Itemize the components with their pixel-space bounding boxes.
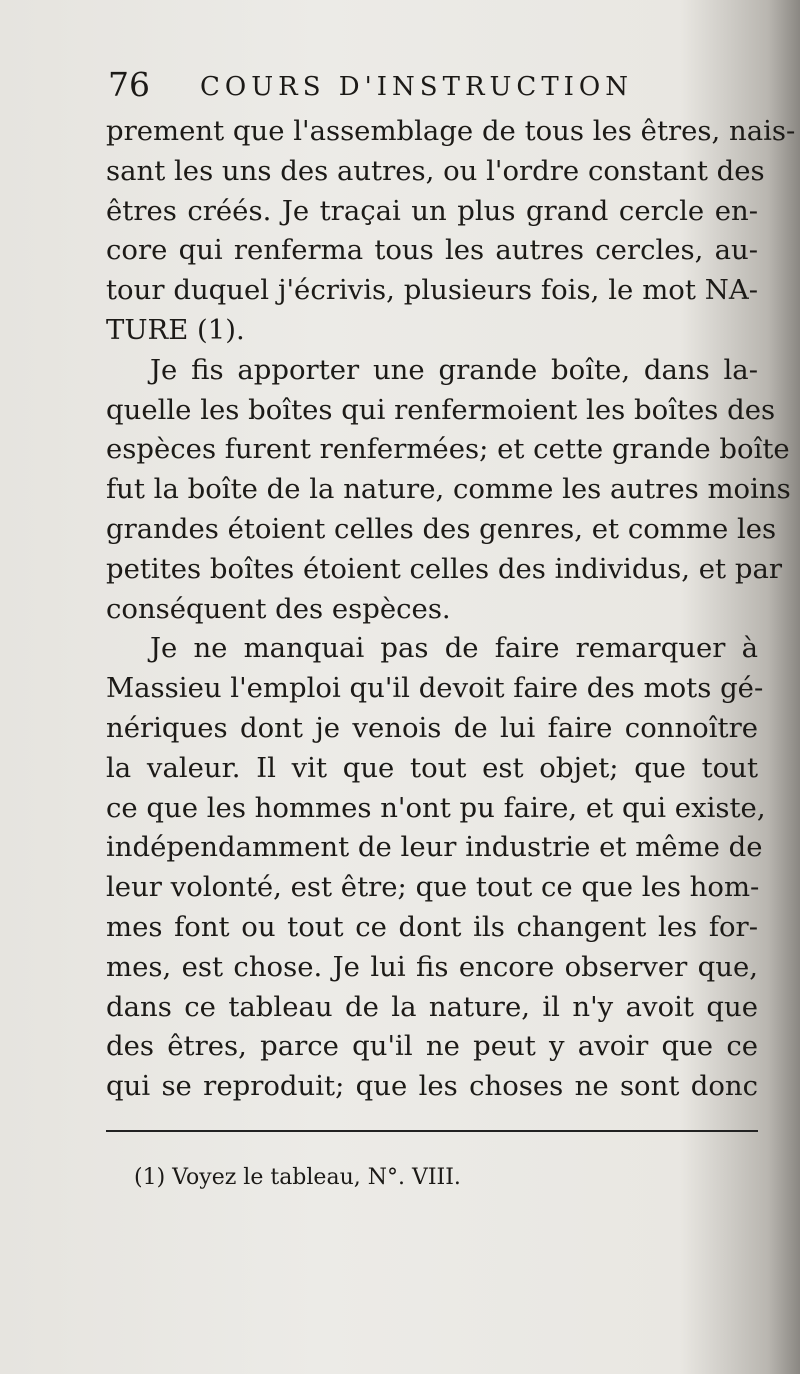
text-line: qui se reproduit; que les choses ne sont donc xyxy=(106,1070,758,1103)
text-line: conséquent des espèces. xyxy=(106,592,451,625)
text-line: quelle les boîtes qui renfermoient les boîtes des xyxy=(106,393,776,426)
text-line: la valeur. Il vit que tout est objet; que tout xyxy=(106,751,758,784)
body-text xyxy=(106,112,796,1107)
text-line: Je fis apporter une grande boîte, dans la- xyxy=(150,353,758,386)
text-line: indépendamment de leur industrie et même de xyxy=(106,831,763,864)
text-line: mes, est chose. Je lui fis encore observer que, xyxy=(106,950,758,983)
text-line: TURE (1). xyxy=(106,313,245,346)
footnote: (1) Voyez le tableau, N°. VIII. xyxy=(134,1165,461,1190)
text-line: dans ce tableau de la nature, il n'y avoit que xyxy=(106,990,758,1023)
text-line: petites boîtes étoient celles des individus, et par xyxy=(106,552,782,585)
text-line: core qui renferma tous les autres cercles, au- xyxy=(106,234,758,267)
footnote-rule xyxy=(106,1130,758,1132)
text-line: êtres créés. Je traçai un plus grand cercle en- xyxy=(106,194,758,227)
text-line: des êtres, parce qu'il ne peut y avoir que ce xyxy=(106,1030,758,1063)
page-number: 76 xyxy=(108,65,150,104)
text-line: tour duquel j'écrivis, plusieurs fois, le mot NA- xyxy=(106,274,758,307)
text-line: mes font ou tout ce dont ils changent les for- xyxy=(106,910,758,943)
text-line: nériques dont je venois de lui faire connoître xyxy=(106,711,758,744)
text-line: Massieu l'emploi qu'il devoit faire des mots gé- xyxy=(106,672,764,705)
text-line: prement que l'assemblage de tous les êtres, nais- xyxy=(106,115,796,147)
text-line: Je ne manquai pas de faire remarquer à xyxy=(150,632,758,665)
text-line: ce que les hommes n'ont pu faire, et qui existe, xyxy=(106,791,766,824)
text-line: leur volonté, est être; que tout ce que les hom- xyxy=(106,871,760,904)
text-line: fut la boîte de la nature, comme les autres moins xyxy=(106,473,791,506)
text-line: espèces furent renfermées; et cette grande boîte xyxy=(106,433,790,466)
text-line: sant les uns des autres, ou l'ordre constant des xyxy=(106,154,765,187)
running-title: COURS D'INSTRUCTION xyxy=(200,72,633,102)
text-line: grandes étoient celles des genres, et comme les xyxy=(106,512,777,545)
page-header xyxy=(108,62,748,108)
